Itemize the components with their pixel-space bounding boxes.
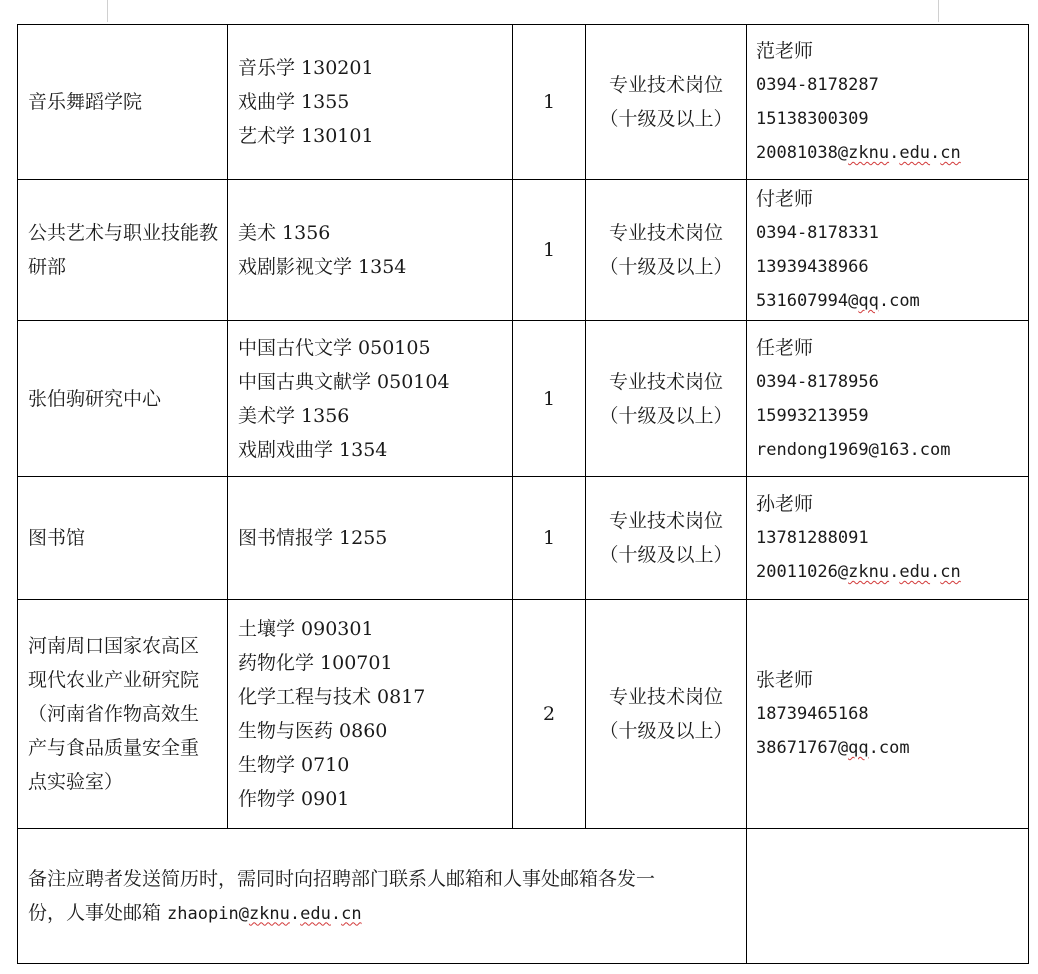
post-level: （十级及以上） xyxy=(599,404,733,427)
contact-phone: 0394-8178287 xyxy=(756,75,879,95)
post-level: （十级及以上） xyxy=(599,720,733,742)
dept-name-line: 河南周口国家农高区 xyxy=(28,635,200,657)
position-count: 2 xyxy=(542,703,556,725)
position-count: 1 xyxy=(542,91,556,113)
major-item: 中国古代文学 050105 xyxy=(238,336,431,359)
major-item: 美术 1356 xyxy=(238,222,331,244)
major-item: 戏剧影视文学 1354 xyxy=(238,256,407,278)
contact-cell xyxy=(747,477,1029,600)
major-item: 作物学 0901 xyxy=(238,788,350,810)
dept-cell xyxy=(18,25,228,180)
post-type: 专业技术岗位 xyxy=(608,74,723,96)
dept-name-line: 产与食品质量安全重 xyxy=(28,737,200,759)
contact-cell xyxy=(747,600,1029,829)
contact-name: 付老师 xyxy=(756,188,814,210)
table-row xyxy=(18,25,1029,180)
contact-mobile: 15993213959 xyxy=(756,405,869,426)
contact-cell xyxy=(747,321,1029,477)
post-cell xyxy=(586,477,747,600)
contact-cell xyxy=(747,25,1029,180)
dept-cell xyxy=(18,321,228,477)
dept-name-line: 点实验室） xyxy=(28,771,124,793)
contact-phone: 0394-8178331 xyxy=(756,223,879,243)
major-item: 音乐学 130201 xyxy=(238,57,374,79)
dept-name: 图书馆 xyxy=(28,527,86,549)
table-row xyxy=(18,600,1029,829)
count-cell xyxy=(513,25,586,180)
majors-cell xyxy=(228,25,513,180)
count-cell xyxy=(513,477,586,600)
table-row xyxy=(18,477,1029,600)
contact-name: 范老师 xyxy=(756,40,814,62)
major-item: 药物化学 100701 xyxy=(238,652,393,674)
post-cell xyxy=(586,600,747,829)
major-item: 图书情报学 1255 xyxy=(238,527,388,549)
post-type: 专业技术岗位 xyxy=(608,222,723,244)
post-level: （十级及以上） xyxy=(599,544,733,566)
post-type: 专业技术岗位 xyxy=(608,686,723,708)
major-item: 美术学 1356 xyxy=(238,404,350,427)
dept-name-line: 现代农业产业研究院 xyxy=(28,669,200,691)
dept-cell xyxy=(18,180,228,321)
majors-cell xyxy=(228,477,513,600)
major-item: 中国古典文献学 050104 xyxy=(238,370,450,393)
major-item: 艺术学 130101 xyxy=(238,125,374,147)
contact-mobile: 13781288091 xyxy=(756,528,869,548)
post-level: （十级及以上） xyxy=(599,256,733,278)
position-count: 1 xyxy=(542,239,556,261)
post-cell xyxy=(586,321,747,477)
table-row xyxy=(18,321,1029,477)
major-item: 生物与医药 0860 xyxy=(238,720,388,742)
recruitment-table xyxy=(17,24,1029,964)
contact-email[interactable]: 38671767@qq.com xyxy=(756,738,910,758)
dept-name: 公共艺术与职业技能教研部 xyxy=(28,222,219,278)
dept-name: 张伯驹研究中心 xyxy=(28,387,162,410)
contact-mobile: 15138300309 xyxy=(756,109,869,129)
dept-name-line: （河南省作物高效生 xyxy=(28,703,200,725)
note-empty-cell xyxy=(747,829,1029,964)
majors-cell xyxy=(228,321,513,477)
count-cell xyxy=(513,180,586,321)
post-cell xyxy=(586,25,747,180)
contact-mobile: 13939438966 xyxy=(756,257,869,277)
dept-name: 音乐舞蹈学院 xyxy=(28,91,143,113)
contact-phone: 0394-8178956 xyxy=(756,371,879,392)
page-margin-guide-left xyxy=(107,0,108,22)
contact-cell xyxy=(747,180,1029,321)
note-cell xyxy=(18,829,747,964)
post-type: 专业技术岗位 xyxy=(608,510,723,532)
contact-mobile: 18739465168 xyxy=(756,704,869,724)
majors-cell xyxy=(228,600,513,829)
major-item: 生物学 0710 xyxy=(238,754,350,776)
major-item: 土壤学 090301 xyxy=(238,618,374,640)
contact-name: 孙老师 xyxy=(756,493,814,515)
contact-email[interactable]: rendong1969@163.com xyxy=(756,439,951,460)
position-count: 1 xyxy=(542,387,556,410)
major-item: 化学工程与技术 0817 xyxy=(238,686,426,708)
position-count: 1 xyxy=(542,527,556,549)
contact-name: 张老师 xyxy=(756,669,814,691)
major-item: 戏曲学 1355 xyxy=(238,91,350,113)
count-cell xyxy=(513,321,586,477)
dept-cell xyxy=(18,477,228,600)
contact-name: 任老师 xyxy=(756,336,814,359)
table-row xyxy=(18,180,1029,321)
note-line-1: 备注应聘者发送简历时，需同时向招聘部门联系人邮箱和人事处邮箱各发一 xyxy=(28,867,656,890)
major-item: 戏剧戏曲学 1354 xyxy=(238,438,388,461)
post-level: （十级及以上） xyxy=(599,108,733,130)
page-margin-guide-right xyxy=(938,0,939,22)
contact-email[interactable]: 531607994@qq.com xyxy=(756,291,920,311)
contact-email[interactable]: 20011026@zknu.edu.cn xyxy=(756,562,961,582)
dept-cell xyxy=(18,600,228,829)
contact-email[interactable]: 20081038@zknu.edu.cn xyxy=(756,143,961,163)
post-type: 专业技术岗位 xyxy=(608,370,723,393)
note-row xyxy=(18,829,1029,964)
post-cell xyxy=(586,180,747,321)
majors-cell xyxy=(228,180,513,321)
note-line-2: 份，人事处邮箱 zhaopin@zknu.edu.cn xyxy=(28,901,362,924)
count-cell xyxy=(513,600,586,829)
hr-email[interactable]: zhaopin@zknu.edu.cn xyxy=(167,903,362,924)
